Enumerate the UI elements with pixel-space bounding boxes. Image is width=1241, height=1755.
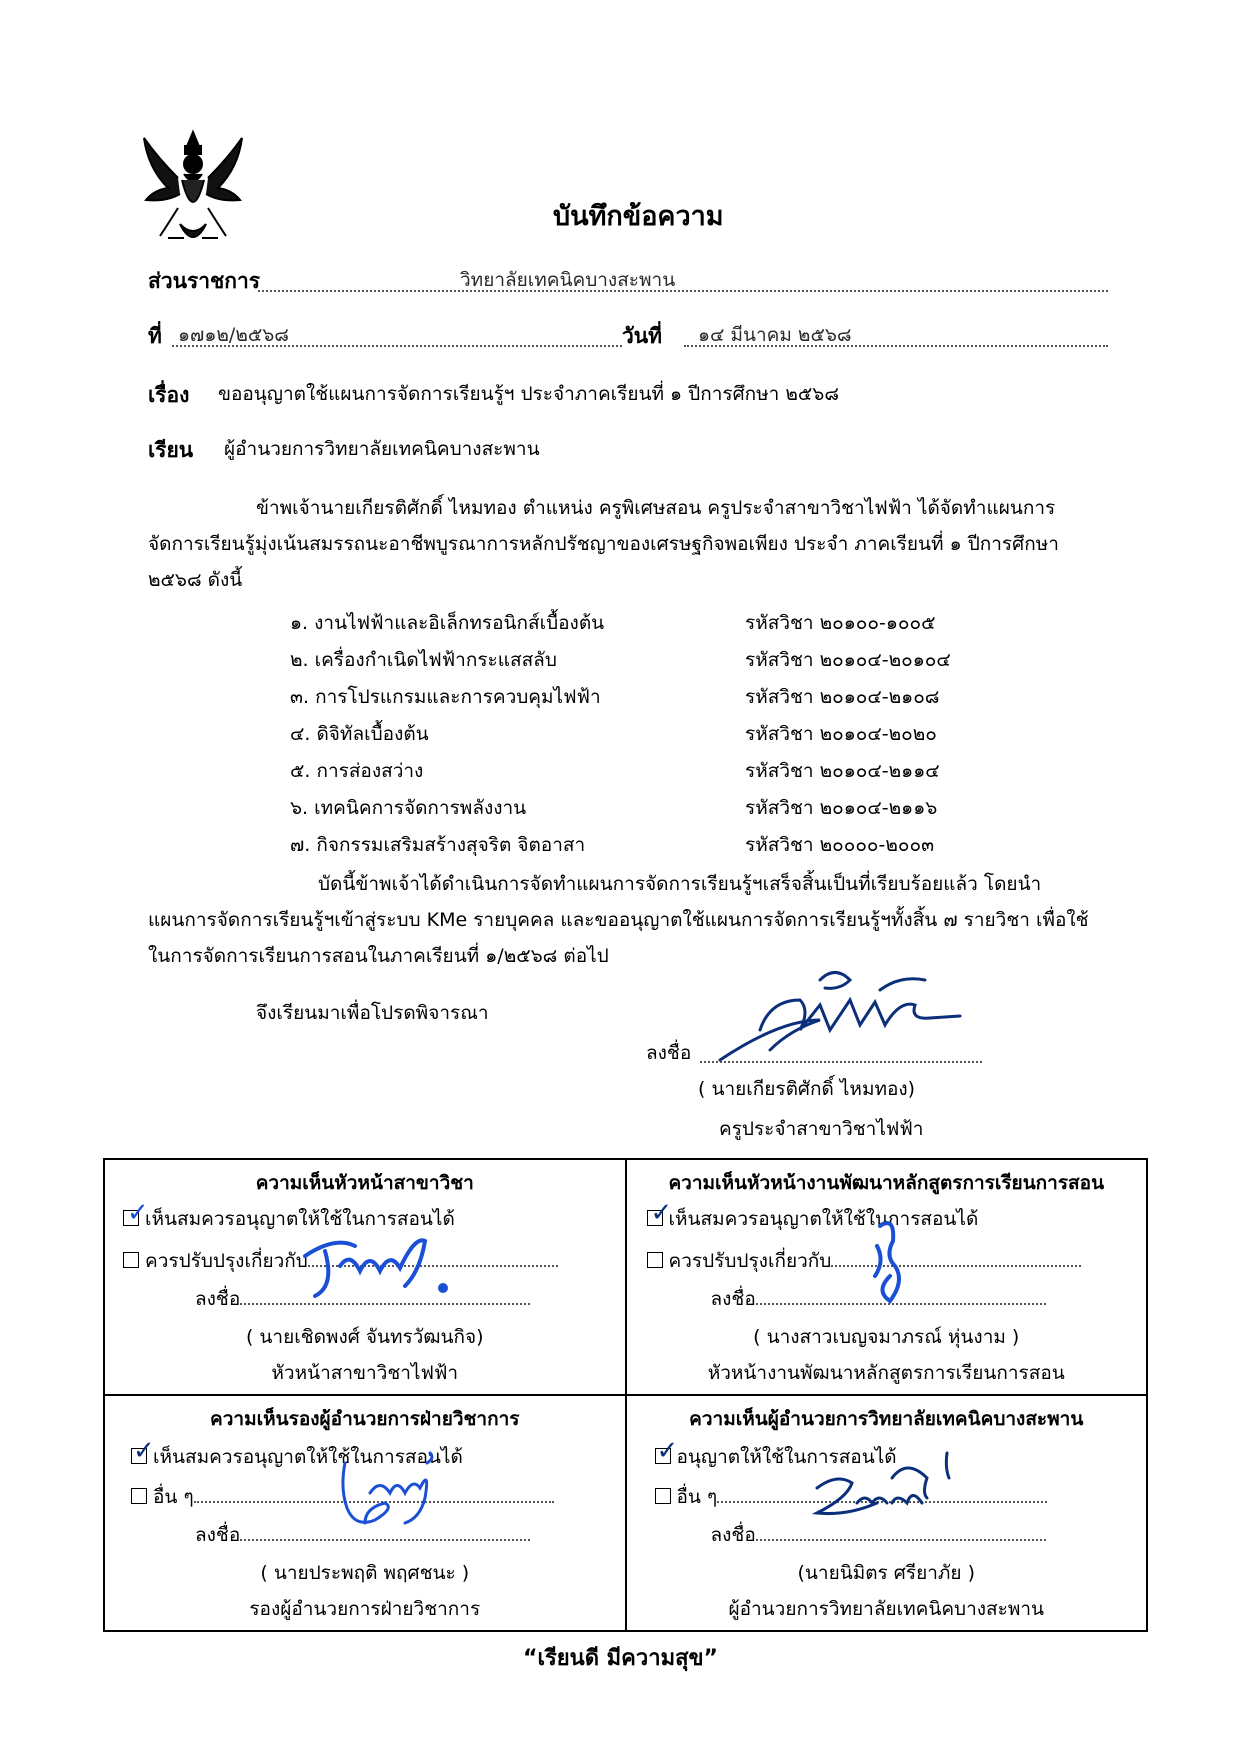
course-code: รหัสวิชา ๒๐๑๐๔-๒๐๒๐	[745, 723, 937, 745]
opinion-title: ความเห็นรองผู้อำนวยการฝ่ายวิชาการ	[210, 1408, 520, 1430]
course-code: รหัสวิชา ๒๐๑๐๔-๒๑๐๘	[745, 686, 940, 708]
course-code: รหัสวิชา ๒๐๑๐๔-๒๑๑๔	[745, 760, 940, 782]
approver-position: รองผู้อำนวยการฝ่ายวิชาการ	[249, 1598, 481, 1620]
approver-position: หัวหน้างานพัฒนาหลักสูตรการเรียนการสอน	[707, 1362, 1065, 1384]
signature-image	[335, 1448, 445, 1543]
course-name: ๗. กิจกรรมเสริมสร้างสุจริต จิตอาสา	[290, 834, 586, 856]
opinion-deputy-director	[104, 1395, 626, 1631]
signature-image	[797, 1448, 967, 1543]
page-title: บันทึกข้อความ	[553, 201, 724, 232]
agency-dotted-line	[258, 290, 1108, 292]
approver-name: ( นายเชิดพงศ์ จันทรวัฒนกิจ)	[245, 1326, 484, 1348]
checkbox-other[interactable]	[131, 1488, 147, 1504]
opinion-title: ความเห็นหัวหน้าสาขาวิชา	[255, 1172, 474, 1194]
course-name: ๓. การโปรแกรมและการควบคุมไฟฟ้า	[290, 686, 601, 708]
signature-image	[700, 960, 980, 1075]
approver-position: หัวหน้าสาขาวิชาไฟฟ้า	[271, 1362, 459, 1384]
course-code: รหัสวิชา ๒๐๑๐๔-๒๑๑๖	[745, 797, 938, 819]
sign-label: ลงชื่อ	[195, 1524, 241, 1546]
opinion-table	[103, 1158, 1148, 1632]
signer-position: ครูประจำสาขาวิชาไฟฟ้า	[719, 1118, 924, 1140]
intro-paragraph: ข้าพเจ้านายเกียรติศักดิ์ ไหมทอง ตำแหน่ง ครูพิเศษสอน ครูประจำสาขาวิชาไฟฟ้า ได้จัดทำแผนการจัดการเรียนรู้มุ่งเน้นสมรรถนะอาชีพบูรณาการหลักปรัชญาของเศรษฐกิจพอเพียง ประจำ ภาคเรียนที่ ๑ ปีการศึกษา ๒๕๖๘ ดังนี้	[148, 497, 1059, 591]
checkmark-icon: ✓	[650, 1198, 673, 1228]
date-value: ๑๔ มีนาคม ๒๕๖๘	[698, 324, 852, 346]
option-improve: ควรปรับปรุงเกี่ยวกับ	[668, 1250, 832, 1272]
checkbox-improve[interactable]	[647, 1252, 663, 1268]
sign-label: ลงชื่อ	[710, 1524, 756, 1546]
opinion-head-of-department	[104, 1159, 626, 1395]
approver-position: ผู้อำนวยการวิทยาลัยเทคนิคบางสะพาน	[728, 1598, 1045, 1620]
option-approve: เห็นสมควรอนุญาตให้ใช้ในการสอนได้	[153, 1446, 463, 1468]
opinion-director	[626, 1395, 1148, 1631]
signature-image	[865, 1216, 915, 1317]
sign-label: ลงชื่อ	[195, 1288, 241, 1310]
sign-label: ลงชื่อ	[710, 1288, 756, 1310]
sign-dotted-line	[700, 1061, 982, 1063]
course-name: ๒. เครื่องกำเนิดไฟฟ้ากระแสสลับ	[290, 649, 557, 671]
course-name: ๖. เทคนิคการจัดการพลังงาน	[290, 797, 527, 819]
signature-image	[295, 1226, 465, 1311]
course-name: ๕. การส่องสว่าง	[290, 760, 424, 782]
option-other: อื่น ๆ	[153, 1486, 194, 1508]
to-label: เรียน	[148, 438, 194, 462]
approver-name: ( นางสาวเบญจมาภรณ์ หุ่นงาม )	[753, 1326, 1020, 1348]
agency-label: ส่วนราชการ	[148, 269, 261, 293]
subject-value: ขออนุญาตใช้แผนการจัดการเรียนรู้ฯ ประจำภาคเรียนที่ ๑ ปีการศึกษา ๒๕๖๘	[218, 383, 840, 405]
conclusion-paragraph: บัดนี้ข้าพเจ้าได้ดำเนินการจัดทำแผนการจัดการเรียนรู้ฯเสร็จสิ้นเป็นที่เรียบร้อยแล้ว โดยนำแผนการจัดการเรียนรู้ฯเข้าสู่ระบบ KMe รายบุคคล และขออนุญาตใช้แผนการจัดการเรียนรู้ฯทั้งสิ้น ๗ รายวิชา เพื่อใช้ในการจัดการเรียนการสอนในภาคเรียนที่ ๑/๒๕๖๘ ต่อไป	[148, 873, 1089, 967]
course-code: รหัสวิชา ๒๐๐๐๐-๒๐๐๓	[745, 834, 935, 856]
to-value: ผู้อำนวยการวิทยาลัยเทคนิคบางสะพาน	[224, 438, 540, 460]
course-name: ๔. ดิจิทัลเบื้องต้น	[290, 723, 429, 745]
garuda-emblem-icon	[138, 128, 248, 254]
checkmark-icon: ✓	[656, 1436, 679, 1466]
checkmark-icon: ✓	[127, 1198, 149, 1228]
course-name: ๑. งานไฟฟ้าและอิเล็กทรอนิกส์เบื้องต้น	[290, 612, 605, 634]
approver-name: (นายนิมิตร ศรียาภัย )	[797, 1562, 975, 1584]
checkmark-icon: ✓	[133, 1436, 155, 1466]
option-other: อื่น ๆ	[676, 1486, 718, 1508]
option-approve: อนุญาตให้ใช้ในการสอนได้	[676, 1446, 897, 1468]
opinion-title: ความเห็นผู้อำนวยการวิทยาลัยเทคนิคบางสะพาน	[689, 1408, 1084, 1430]
course-code: รหัสวิชา ๒๐๑๐๔-๒๐๑๐๔	[745, 649, 951, 671]
checkbox-improve[interactable]	[123, 1252, 139, 1268]
course-code: รหัสวิชา ๒๐๑๐๐-๑๐๐๕	[745, 612, 936, 634]
footer-motto: “เรียนดี มีความสุข”	[522, 1646, 719, 1671]
ref-label: ที่	[148, 324, 162, 348]
checkbox-other[interactable]	[655, 1488, 671, 1504]
date-label: วันที่	[622, 324, 662, 348]
ref-value: ๑๗๑๒/๒๕๖๘	[178, 324, 289, 346]
option-improve: ควรปรับปรุงเกี่ยวกับ	[145, 1250, 308, 1272]
subject-label: เรื่อง	[148, 383, 190, 407]
opinion-curriculum-head	[626, 1159, 1148, 1395]
approver-name: ( นายประพฤติ พฤศชนะ )	[260, 1562, 470, 1584]
sign-label: ลงชื่อ	[646, 1042, 692, 1064]
option-approve: เห็นสมควรอนุญาตให้ใช้ในการสอนได้	[668, 1208, 979, 1230]
opinion-title: ความเห็นหัวหน้างานพัฒนาหลักสูตรการเรียนการสอน	[668, 1172, 1105, 1194]
signer-name: ( นายเกียรติศักดิ์ ไหมทอง)	[698, 1078, 916, 1100]
closing-line: จึงเรียนมาเพื่อโปรดพิจารณา	[256, 1002, 489, 1024]
option-approve: เห็นสมควรอนุญาตให้ใช้ในการสอนได้	[145, 1208, 455, 1230]
agency-value: วิทยาลัยเทคนิคบางสะพาน	[460, 269, 676, 291]
